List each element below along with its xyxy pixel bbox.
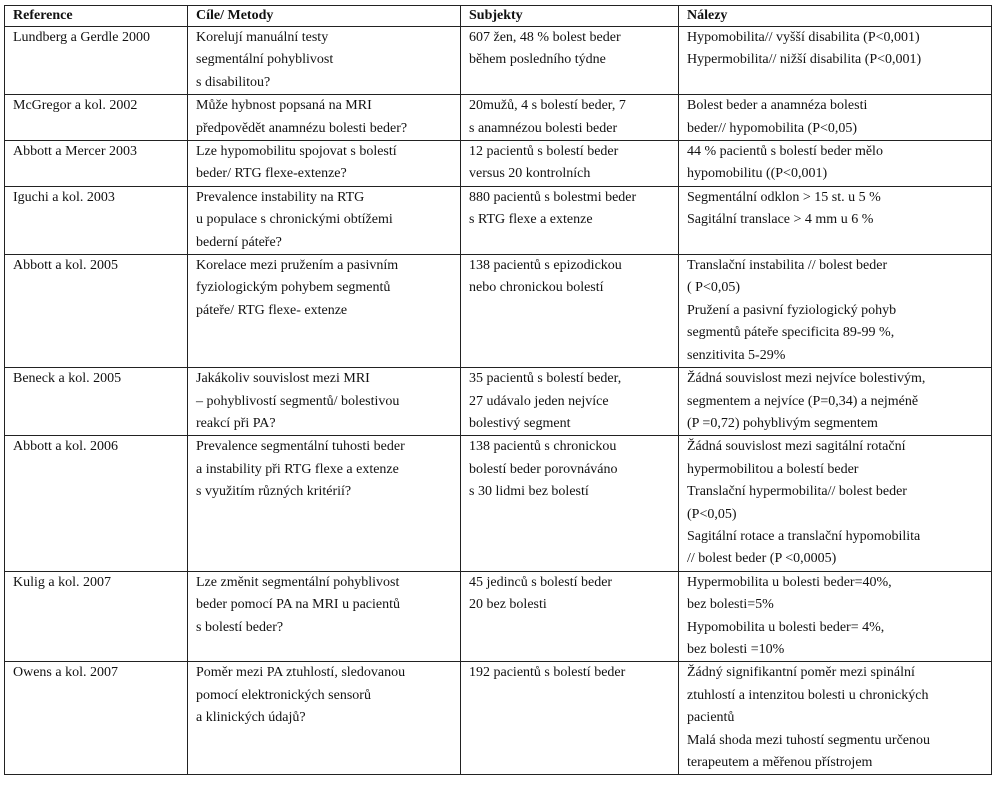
cell-nalezy <box>679 255 992 368</box>
cell-nalezy <box>679 436 992 571</box>
cell-subjekty <box>461 141 679 187</box>
cell-line: 35 pacientů s bolestí beder, <box>469 371 622 387</box>
cell-reference <box>5 186 188 254</box>
cell-line: páteře/ RTG flexe- extenze <box>196 302 348 318</box>
cell-line: terapeutem a měřenou přístrojem <box>687 755 873 770</box>
cell-line: (P<0,05) <box>687 506 737 522</box>
cell-line: s anamnézou bolesti beder <box>469 120 618 136</box>
cell-line: a instability při RTG flexe a extenze <box>196 461 399 477</box>
cell-line: Pružení a pasivní fyziologický pohyb <box>687 302 897 318</box>
cell-line: segmentem a nejvíce (P=0,34) a nejméně <box>687 393 919 409</box>
cell-line: Translační hypermobilita// bolest beder <box>687 484 907 500</box>
cell-line: segmentů páteře specificita 89-99 %, <box>687 325 895 341</box>
cell-reference <box>5 368 188 436</box>
cell-nalezy <box>679 186 992 254</box>
cell-line: Hypomobilita u bolesti beder= 4%, <box>687 619 885 635</box>
cell-line: 192 pacientů s bolestí beder <box>469 665 626 681</box>
cell-reference <box>5 141 188 187</box>
cell-line: 607 žen, 48 % bolest beder <box>469 30 621 45</box>
cell-line: Sagitální translace > 4 mm u 6 % <box>687 212 874 228</box>
table-row <box>5 662 992 775</box>
cell-line: s využitím různých kritérií? <box>196 484 352 500</box>
cell-subjekty <box>461 571 679 662</box>
table-body <box>5 27 992 775</box>
cell-line: Může hybnost popsaná na MRI <box>196 98 372 114</box>
cell-nalezy <box>679 27 992 95</box>
header-cile-metody: Cíle/ Metody <box>188 6 461 27</box>
table-row <box>5 255 992 368</box>
cell-line: s RTG flexe a extenze <box>469 212 593 228</box>
cell-line: 20 bez bolesti <box>469 597 547 613</box>
cell-cile-metody <box>188 27 461 95</box>
cell-line: Iguchi a kol. 2003 <box>13 189 115 205</box>
cell-line: beder// hypomobilita (P<0,05) <box>687 120 858 136</box>
header-subjekty: Subjekty <box>461 6 679 27</box>
cell-line: Abbott a kol. 2006 <box>13 439 118 455</box>
cell-line: McGregor a kol. 2002 <box>13 98 138 114</box>
cell-line: 880 pacientů s bolestmi beder <box>469 189 637 205</box>
table-row <box>5 95 992 141</box>
cell-line: ztuhlostí a intenzitou bolesti u chronických <box>687 687 929 703</box>
cell-line: Abbott a kol. 2005 <box>13 258 118 274</box>
header-reference: Reference <box>5 6 188 27</box>
cell-cile-metody <box>188 571 461 662</box>
cell-line: 27 udávalo jeden nejvíce <box>469 393 609 409</box>
cell-line: Lze hypomobilitu spojovat s bolestí <box>196 144 397 160</box>
cell-line: 138 pacientů s chronickou <box>469 439 617 455</box>
cell-reference <box>5 27 188 95</box>
cell-line: bolestivý segment <box>469 415 571 431</box>
cell-line: 20mužů, 4 s bolestí beder, 7 <box>469 98 626 114</box>
cell-line: Kulig a kol. 2007 <box>13 574 111 590</box>
cell-line: Lze změnit segmentální pohyblivost <box>196 574 400 590</box>
cell-cile-metody <box>188 368 461 436</box>
cell-line: Žádná souvislost mezi nejvíce bolestivým, <box>687 371 926 387</box>
cell-line: nebo chronickou bolestí <box>469 280 604 296</box>
cell-cile-metody <box>188 186 461 254</box>
cell-reference <box>5 255 188 368</box>
cell-line: segmentální pohyblivost <box>196 52 334 68</box>
cell-subjekty <box>461 95 679 141</box>
table-row <box>5 27 992 95</box>
table-row <box>5 571 992 662</box>
cell-line: versus 20 kontrolních <box>469 166 591 182</box>
table-row <box>5 436 992 571</box>
studies-table <box>4 5 992 775</box>
cell-line: a klinických údajů? <box>196 710 306 726</box>
cell-subjekty <box>461 662 679 775</box>
cell-line: Korelace mezi pružením a pasivním <box>196 258 399 274</box>
cell-line: 45 jedinců s bolestí beder <box>469 574 613 590</box>
cell-line: s disabilitou? <box>196 74 271 90</box>
cell-subjekty <box>461 186 679 254</box>
cell-line: Abbott a Mercer 2003 <box>13 144 138 160</box>
cell-line: Korelují manuální testy <box>196 30 329 45</box>
cell-cile-metody <box>188 662 461 775</box>
table-row <box>5 186 992 254</box>
cell-line: Prevalence instability na RTG <box>196 189 365 205</box>
cell-reference <box>5 95 188 141</box>
cell-line: – pohyblivostí segmentů/ bolestivou <box>196 393 400 409</box>
cell-line: s 30 lidmi bez bolestí <box>469 484 589 500</box>
table-row <box>5 141 992 187</box>
cell-line: (P =0,72) pohyblivým segmentem <box>687 415 878 431</box>
cell-nalezy <box>679 141 992 187</box>
cell-nalezy <box>679 95 992 141</box>
cell-subjekty <box>461 255 679 368</box>
cell-line: Žádná souvislost mezi sagitální rotační <box>687 439 906 455</box>
table-header-row <box>5 6 992 27</box>
cell-line: Hypermobilita u bolesti beder=40%, <box>687 574 892 590</box>
cell-cile-metody <box>188 436 461 571</box>
cell-line: 12 pacientů s bolestí beder <box>469 144 619 160</box>
cell-cile-metody <box>188 95 461 141</box>
cell-line: Poměr mezi PA ztuhlostí, sledovanou <box>196 665 406 681</box>
cell-subjekty <box>461 368 679 436</box>
cell-line: 138 pacientů s epizodickou <box>469 258 622 274</box>
cell-line: ( P<0,05) <box>687 280 741 296</box>
cell-line: s bolestí beder? <box>196 619 284 635</box>
cell-line: Sagitální rotace a translační hypomobilita <box>687 528 921 544</box>
cell-line: Bolest beder a anamnéza bolesti <box>687 98 868 114</box>
cell-line: bez bolesti=5% <box>687 597 774 613</box>
cell-line: beder/ RTG flexe-extenze? <box>196 166 347 182</box>
cell-line: během posledního týdne <box>469 52 606 68</box>
cell-cile-metody <box>188 255 461 368</box>
cell-line: Hypomobilita// vyšší disabilita (P<0,001) <box>687 30 920 45</box>
cell-line: Malá shoda mezi tuhostí segmentu určenou <box>687 732 930 748</box>
cell-line: u populace s chronickými obtížemi <box>196 212 393 228</box>
cell-line: 44 % pacientů s bolestí beder mělo <box>687 144 883 160</box>
cell-line: hypermobilitou a bolestí beder <box>687 461 859 477</box>
cell-subjekty <box>461 27 679 95</box>
cell-line: pacientů <box>687 710 735 726</box>
cell-reference <box>5 662 188 775</box>
cell-reference <box>5 571 188 662</box>
cell-cile-metody <box>188 141 461 187</box>
cell-line: předpovědět anamnézu bolesti beder? <box>196 120 408 136</box>
cell-line: Jakákoliv souvislost mezi MRI <box>196 371 370 387</box>
cell-line: beder pomocí PA na MRI u pacientů <box>196 597 401 613</box>
cell-line: pomocí elektronických sensorů <box>196 687 371 703</box>
cell-line: Hypermobilita// nižší disabilita (P<0,001) <box>687 52 922 68</box>
cell-subjekty <box>461 436 679 571</box>
cell-line: Prevalence segmentální tuhosti beder <box>196 439 405 455</box>
cell-line: Translační instabilita // bolest beder <box>687 258 888 274</box>
header-nalezy: Nálezy <box>679 6 992 27</box>
cell-line: Owens a kol. 2007 <box>13 665 118 681</box>
cell-line: Žádný signifikantní poměr mezi spinální <box>687 665 915 681</box>
cell-line: hypomobilitu ((P<0,001) <box>687 166 828 182</box>
cell-line: reakcí při PA? <box>196 415 276 431</box>
cell-nalezy <box>679 662 992 775</box>
cell-line: Segmentální odklon > 15 st. u 5 % <box>687 189 881 205</box>
cell-line: bolestí beder porovnáváno <box>469 461 618 477</box>
cell-nalezy <box>679 571 992 662</box>
table-row <box>5 368 992 436</box>
cell-line: Beneck a kol. 2005 <box>13 371 122 387</box>
cell-line: bez bolesti =10% <box>687 641 785 657</box>
cell-line: // bolest beder (P <0,0005) <box>687 551 837 567</box>
cell-line: fyziologickým pohybem segmentů <box>196 280 391 296</box>
cell-line: senzitivita 5-29% <box>687 347 786 363</box>
cell-nalezy <box>679 368 992 436</box>
cell-line: Lundberg a Gerdle 2000 <box>13 30 150 45</box>
cell-reference <box>5 436 188 571</box>
cell-line: bederní páteře? <box>196 234 282 250</box>
